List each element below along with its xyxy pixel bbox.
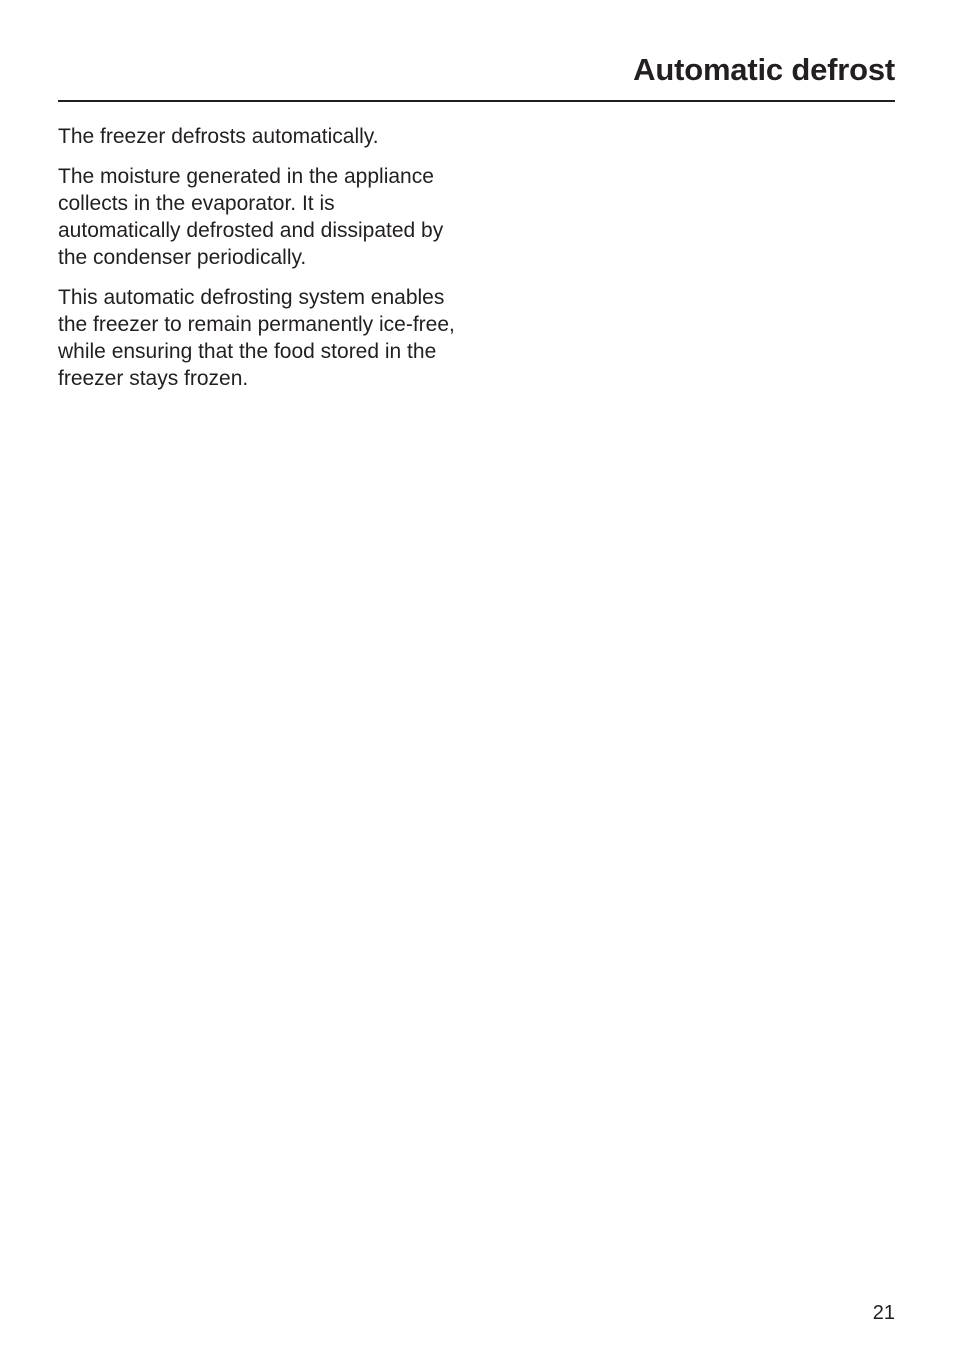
page-header [58, 50, 895, 102]
paragraph-auto-defrost-intro: The freezer defrosts automatically. [58, 125, 379, 148]
paragraph-ice-free-system: This automatic defrosting system enables the freezer to remain permanently ice-free, while ensuring that the food stored in the freezer stays frozen. [58, 286, 455, 390]
body-text [58, 123, 463, 405]
page-number: 21 [872, 1302, 895, 1324]
paragraph-moisture-evaporator: The moisture generated in the appliance collects in the evaporator. It is automatically defrosted and dissipated by the condenser periodically. [58, 165, 444, 269]
page-title: Automatic defrost [633, 52, 895, 87]
